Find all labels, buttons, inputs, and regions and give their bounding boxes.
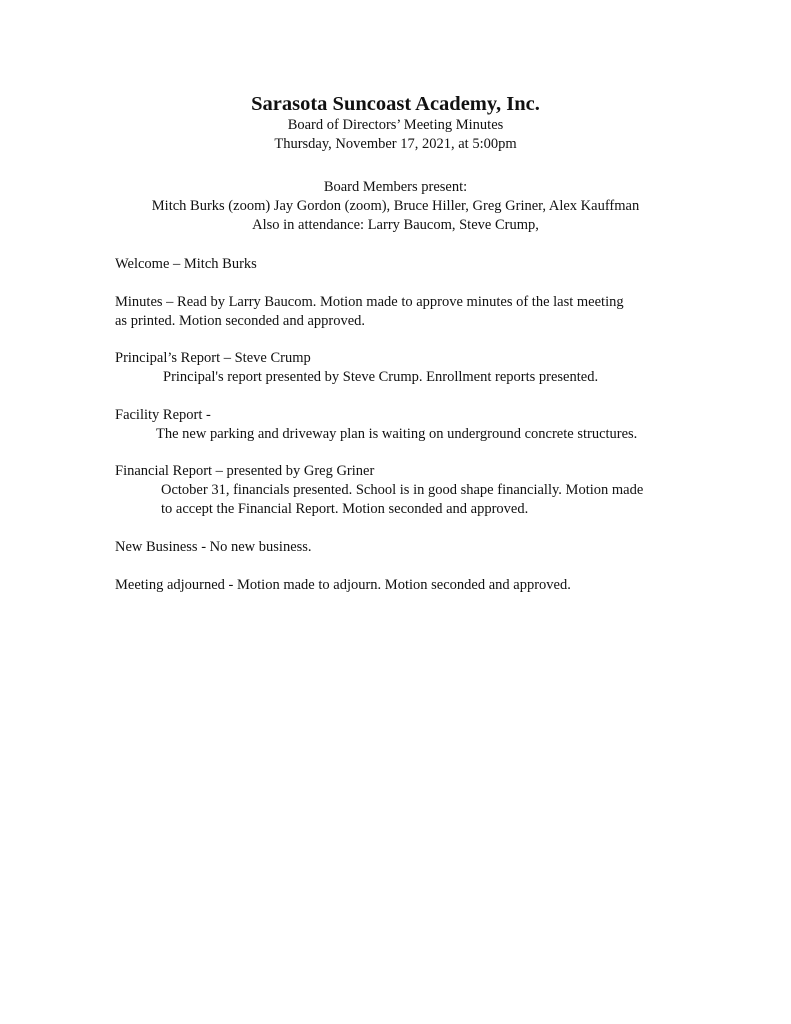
attendance-block [0, 178, 791, 235]
welcome-section [115, 255, 715, 274]
principal-report-body: Principal's report presented by Steve Crump. Enrollment reports presented. [163, 369, 599, 385]
financial-report-section [115, 462, 715, 519]
financial-report-heading: Financial Report – presented by Greg Griner [115, 463, 375, 479]
minutes-section [115, 293, 715, 331]
members-list: Mitch Burks (zoom) Jay Gordon (zoom), Bruce Hiller, Greg Griner, Alex Kauffman [151, 198, 640, 214]
facility-report-body: The new parking and driveway plan is waiting on underground concrete structures. [156, 426, 638, 442]
financial-report-body-1: October 31, financials presented. School is in good shape financially. Motion made [161, 482, 644, 498]
members-present-label: Board Members present: [323, 179, 468, 195]
document-header [0, 92, 791, 154]
minutes-line-2: as printed. Motion seconded and approved. [115, 313, 366, 329]
new-business-section [115, 538, 715, 557]
organization-title: Sarasota Suncoast Academy, Inc. [251, 93, 540, 115]
adjournment-line: Meeting adjourned - Motion made to adjourn. Motion seconded and approved. [115, 577, 571, 593]
minutes-line-1: Minutes – Read by Larry Baucom. Motion made to approve minutes of the last meeting [115, 294, 624, 310]
facility-report-section [115, 406, 715, 444]
also-attending: Also in attendance: Larry Baucom, Steve Crump, [252, 217, 539, 233]
facility-report-heading: Facility Report - [115, 407, 211, 423]
document-subtitle: Board of Directors’ Meeting Minutes [287, 117, 504, 133]
principal-report-section [115, 349, 715, 387]
new-business-line: New Business - No new business. [115, 539, 312, 555]
principal-report-heading: Principal’s Report – Steve Crump [115, 350, 311, 366]
adjournment-section [115, 576, 715, 595]
financial-report-body-2: to accept the Financial Report. Motion seconded and approved. [161, 501, 529, 517]
welcome-line: Welcome – Mitch Burks [115, 256, 257, 272]
meeting-date: Thursday, November 17, 2021, at 5:00pm [274, 136, 517, 152]
